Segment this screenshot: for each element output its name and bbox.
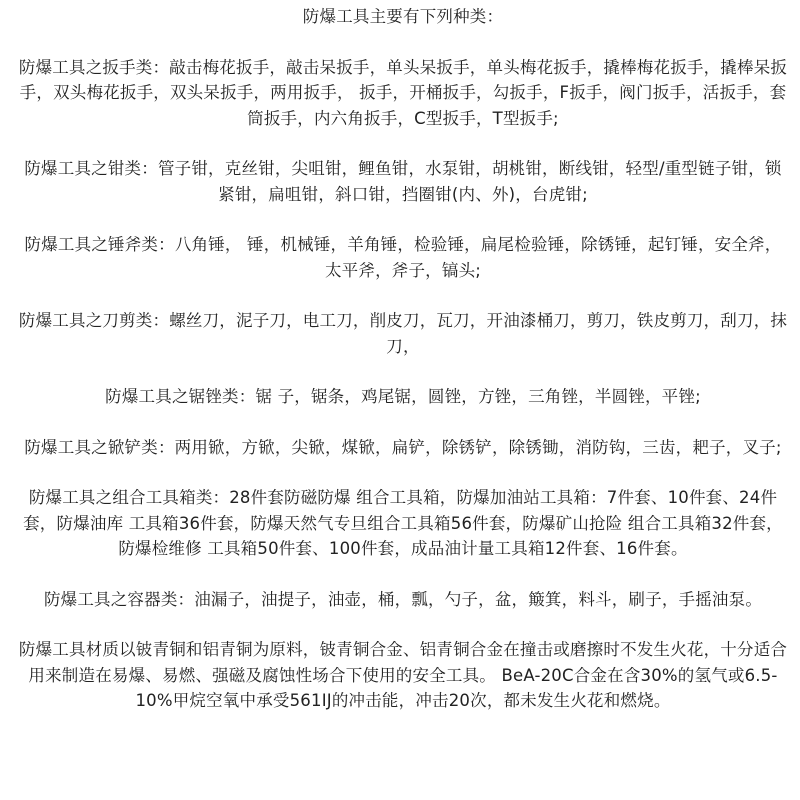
paragraph-wrenches: 防爆工具之扳手类：敲击梅花扳手，敲击呆扳手，单头呆扳手，单头梅花扳手，撬棒梅花扳手，撬棒呆扳手，双头梅花扳手，双头呆扳手，两用扳手， 扳手，开桶扳手，勾扳手，F扳手，阀门扳手，活扳手，套筒扳手，内六角扳手，C型扳手，T型扳手; — [18, 57, 788, 128]
paragraph-containers: 防爆工具之容器类：油漏子，油提子，油壶，桶，瓢，勺子，盆，簸箕，料斗，刷子，手摇油泵。 — [43, 589, 763, 609]
paragraph-knives-scissors: 防爆工具之刀剪类：螺丝刀，泥子刀，电工刀，削皮刀，瓦刀，开油漆桶刀，剪刀，铁皮剪刀，刮刀，抹刀， — [18, 311, 788, 356]
paragraph-materials: 防爆工具材质以铍青铜和铝青铜为原料，铍青铜合金、铝青铜合金在撞击或磨擦时不发生火花，十分适合用来制造在易爆、易燃、强磁及腐蚀性场合下使用的安全工具。 BeA-20C合金在含30%的氢气或6.5-10%甲烷空氧中承受561IJ的冲击能，冲击20次，都未发生火花和燃烧。 — [18, 640, 788, 710]
paragraph-saws-files: 防爆工具之锯锉类：锯 子，锯条，鸡尾锯，圆锉，方锉，三角锉，半圆锉，平锉; — [105, 387, 701, 406]
paragraph-tool-kits: 防爆工具之组合工具箱类：28件套防磁防爆 组合工具箱，防爆加油站工具箱：7件套、10件套、24件套，防爆油库 工具箱36件套，防爆天然气专旦组合工具箱56件套，防爆矿山抢险 组合工具箱32件套，防爆检维修 工具箱50件套、100件套，成品油计量工具箱12件套、16件套。 — [23, 488, 783, 558]
paragraph-pliers: 防爆工具之钳类：管子钳，克丝钳，尖咀钳，鲤鱼钳，水泵钳，胡桃钳，断线钳，轻型/重型链子钳，锁紧钳，扁咀钳，斜口钳，挡圈钳(内、外)，台虎钳; — [24, 159, 782, 204]
paragraph-shovels: 防爆工具之锨铲类：两用锨，方锨，尖锨，煤锨，扁铲，除锈铲，除锈锄，消防钩，三齿，耙子，叉子; — [24, 437, 782, 457]
document-heading: 防爆工具主要有下列种类： — [302, 7, 504, 26]
paragraph-hammers-axes: 防爆工具之锤斧类：八角锤， 锤，机械锤，羊角锤，检验锤，扁尾检验锤，除锈锤，起钉锤，安全斧，太平斧，斧子，镐头; — [24, 235, 782, 280]
